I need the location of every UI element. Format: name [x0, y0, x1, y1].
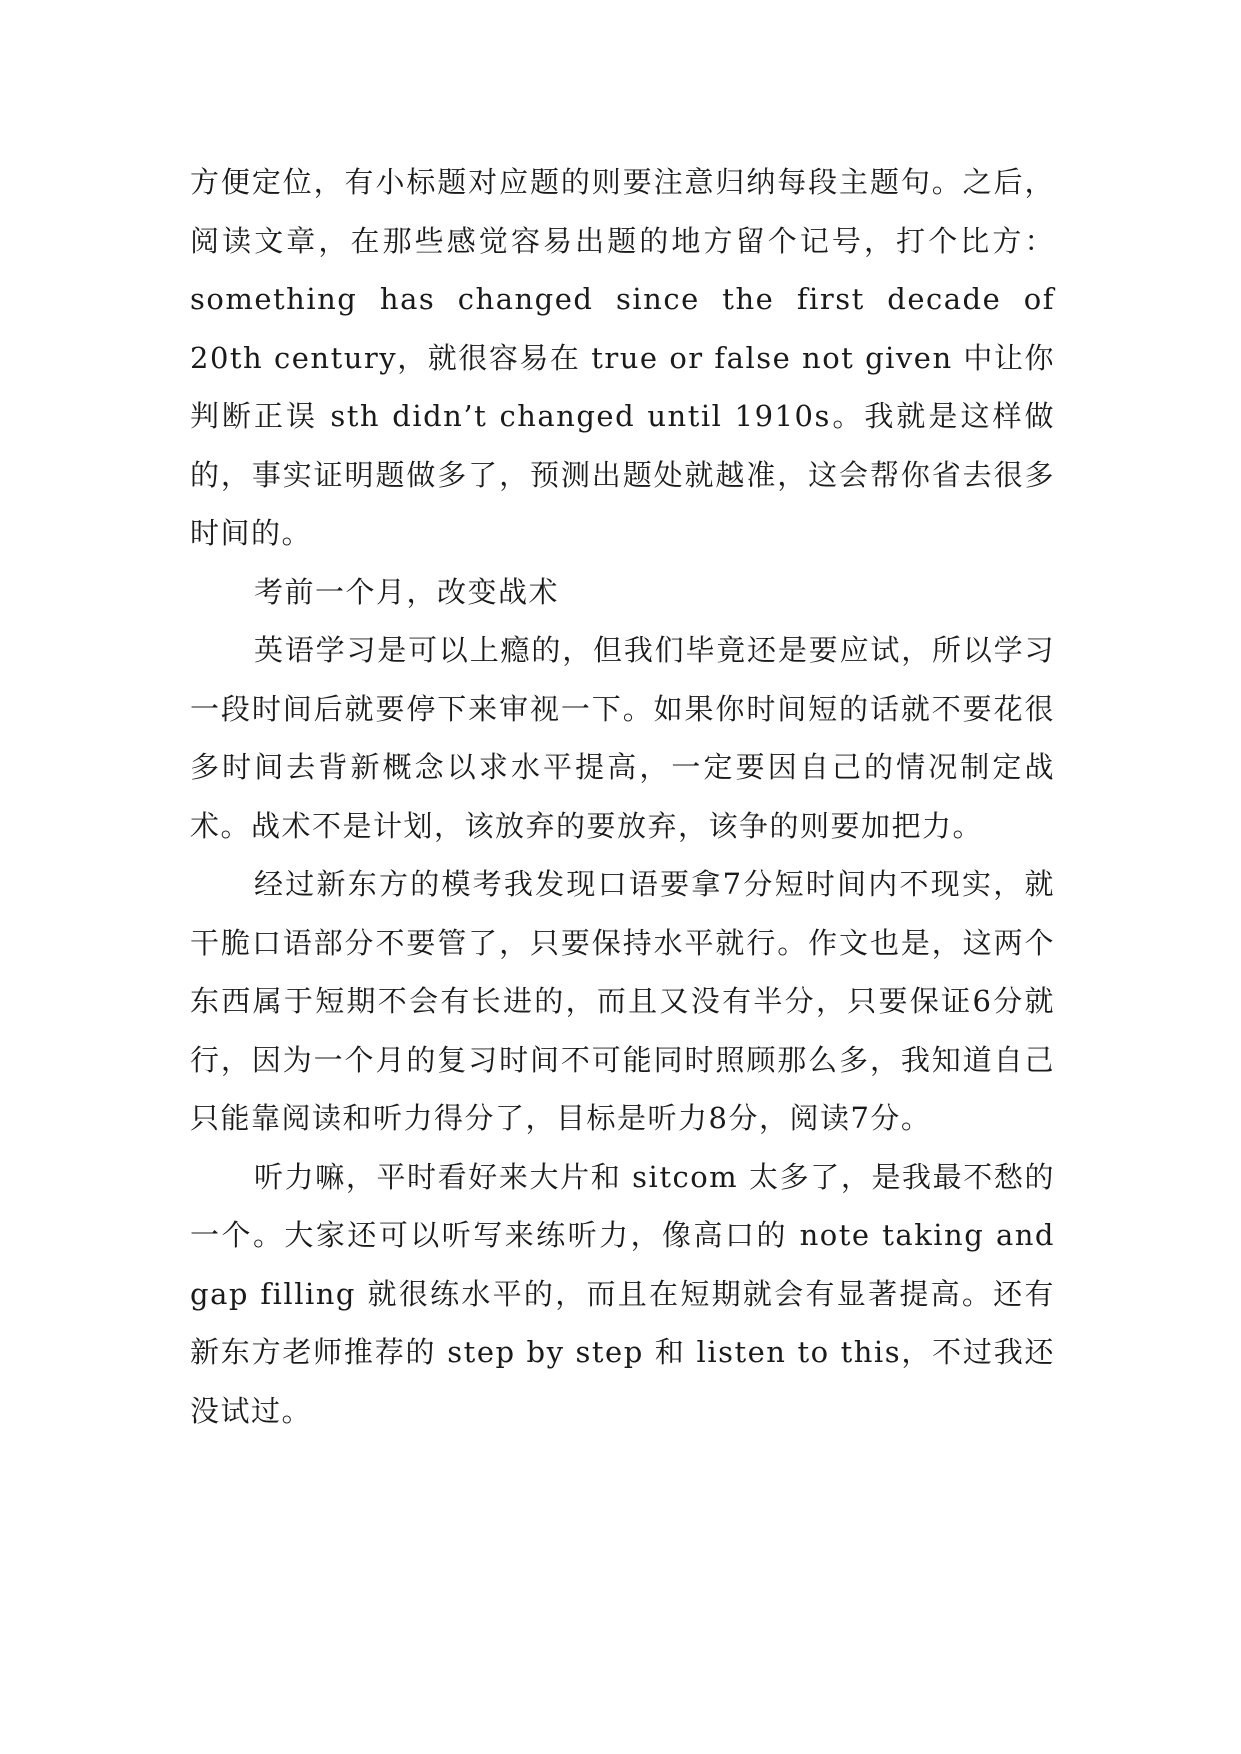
paragraph-1: 方便定位，有小标题对应题的则要注意归纳每段主题句。之后，阅读文章，在那些感觉容易出题的地方留个记号，打个比方：something has changed since the first decade of 20th century，就很容易在 true or false not given 中让你判断正误 sth didn’t changed until 1910s。我就是这样做的，事实证明题做多了，预测出题处就越准，这会帮你省去很多时间的。	[190, 165, 1055, 550]
document-body	[190, 153, 1055, 1440]
section-heading: 考前一个月，改变战术	[254, 574, 560, 609]
paragraph-4: 听力嘛，平时看好来大片和 sitcom 太多了，是我最不愁的一个。大家还可以听写来练听力，像高口的 note taking and gap filling 就很练水平的，而且在短期就会有显著提高。还有新东方老师推荐的 step by step 和 listen to this，不过我还没试过。	[190, 1159, 1055, 1428]
paragraph-2: 英语学习是可以上瘾的，但我们毕竟还是要应试，所以学习一段时间后就要停下来审视一下。如果你时间短的话就不要花很多时间去背新概念以求水平提高，一定要因自己的情况制定战术。战术不是计划，该放弃的要放弃，该争的则要加把力。	[190, 633, 1055, 843]
paragraph-3: 经过新东方的模考我发现口语要拿7分短时间内不现实，就干脆口语部分不要管了，只要保持水平就行。作文也是，这两个东西属于短期不会有长进的，而且又没有半分，只要保证6分就行，因为一个月的复习时间不可能同时照顾那么多，我知道自己只能靠阅读和听力得分了，目标是听力8分，阅读7分。	[190, 867, 1055, 1135]
